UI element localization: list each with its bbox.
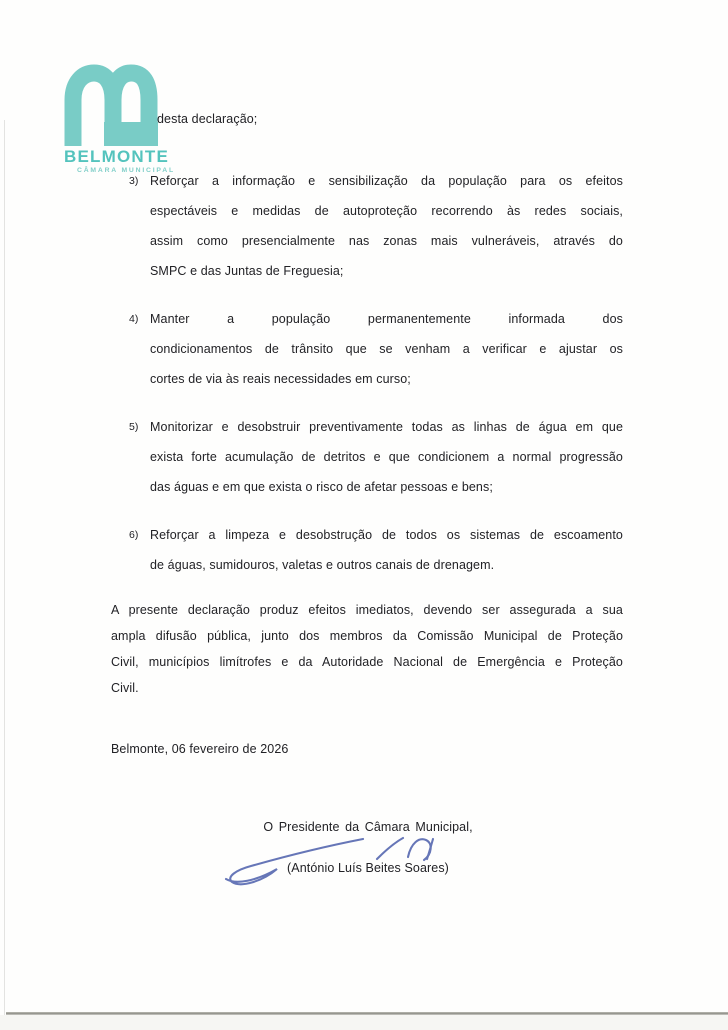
item-text: Manter a população permanentemente informada dos condicionamentos de trânsito que se venham a verificar e ajustar os cortes de via às reais necessidades em curso; — [150, 312, 623, 386]
scan-left-edge — [4, 120, 5, 1020]
item-text: Reforçar a informação e sensibilização da população para os efeitos espectáveis e medidas de autoproteção recorrendo às redes sociais, assim como presencialmente nas zonas mais vulneráveis, através do SMPC e das Juntas de Freguesia; — [150, 174, 623, 278]
list-item-6 — [129, 520, 623, 580]
item-number: 4) — [129, 313, 139, 325]
item-text: Monitorizar e desobstruir preventivamente todas as linhas de água em que exista forte acumulação de detritos e que condicionem a normal progressão das águas e em que exista o risco de afetar pessoas e bens; — [150, 420, 623, 494]
closing-paragraph: A presente declaração produz efeitos imediatos, devendo ser assegurada a sua ampla difusão pública, junto dos membros da Comissão Municipal de Proteção Civil, municípios limítrofes e da Autoridade Nacional de Emergência e Proteção Civil. — [111, 603, 623, 695]
item-number: 3) — [129, 175, 139, 187]
item-number: 5) — [129, 421, 139, 433]
logo-subtitle: CÂMARA MUNICIPAL — [77, 167, 175, 174]
list-item-3 — [129, 166, 623, 286]
date-line: Belmonte, 06 fevereiro de 2026 — [111, 742, 289, 756]
signer-name: (António Luís Beites Soares) — [287, 861, 449, 875]
list-item-5 — [129, 412, 623, 502]
numbered-list — [129, 166, 623, 598]
item-text: Reforçar a limpeza e desobstrução de todos os sistemas de escoamento de águas, sumidouros, valetas e outros canais de drenagem. — [150, 528, 623, 572]
scan-bottom-fade — [0, 1015, 728, 1030]
item-number: 6) — [129, 529, 139, 541]
logo-foot-block — [104, 122, 158, 146]
signature-block — [196, 820, 540, 875]
continuation-text: desta declaração; — [157, 112, 258, 126]
logo-wordmark: BELMONTE — [64, 147, 169, 166]
belmonte-m-icon — [64, 62, 158, 146]
list-item-4 — [129, 304, 623, 394]
scan-bottom-edge — [6, 1012, 728, 1015]
signature-title: O Presidente da Câmara Municipal, — [263, 820, 473, 834]
